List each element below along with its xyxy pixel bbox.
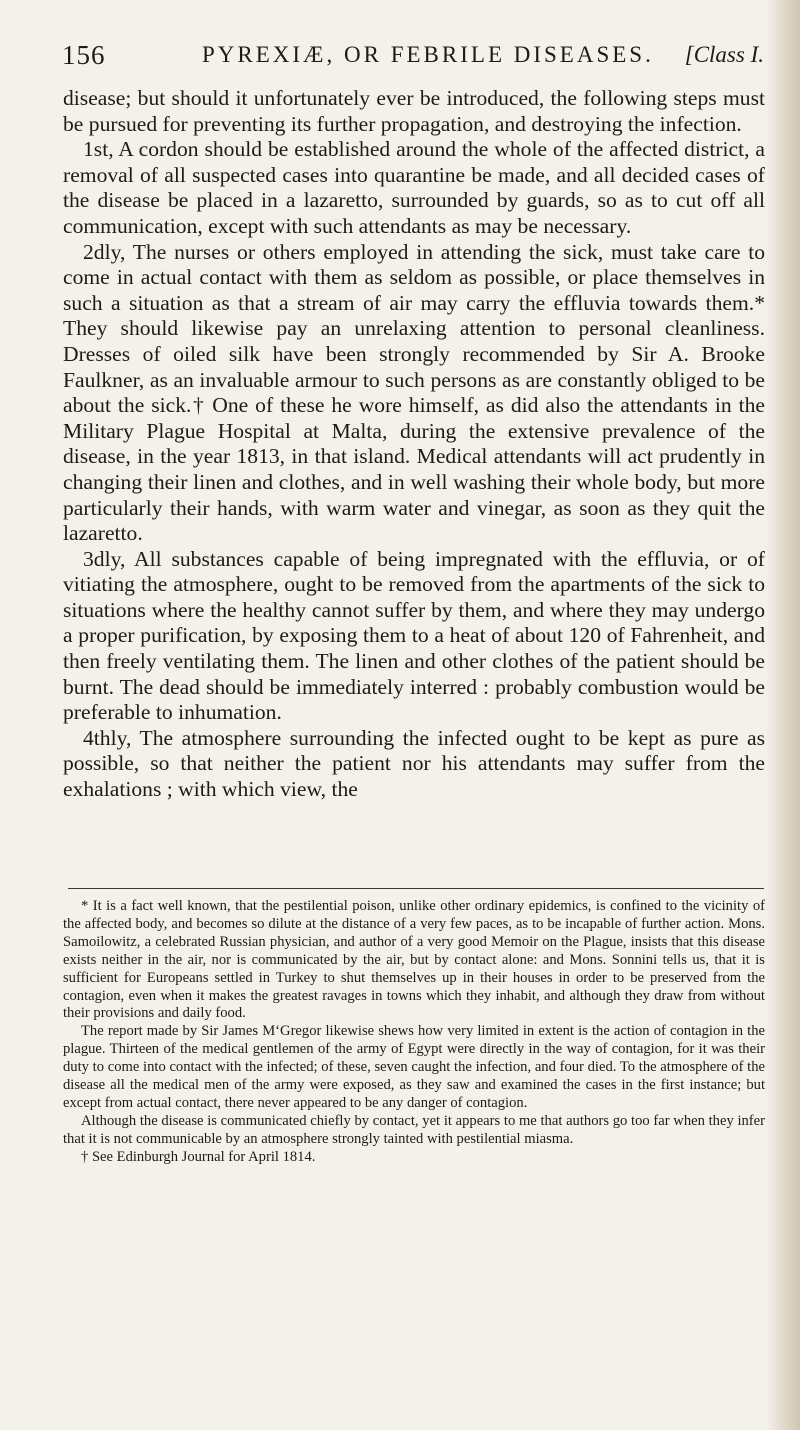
paragraph-first-step: 1st, A cordon should be established around the whole of the affected district, a removal of all suspected cases into quarantine be made, and all decided cases of the disease be placed in a lazaretto, surrounded by guards, so as to cut off all communication, except with such attendants as may be necessary.: [63, 137, 765, 238]
main-text: [63, 86, 765, 803]
running-title: PYREXIÆ, OR FEBRILE DISEASES.: [202, 42, 654, 67]
footnote-dagger: † See Edinburgh Journal for April 1814.: [81, 1148, 316, 1165]
paragraph-second-step: 2dly, The nurses or others employed in attending the sick, must take care to come in actual contact with them as seldom as possible, or place themselves in such a situation as that a stream of air may carry the effluvia towards them.* They should likewise pay an unrelaxing attention to personal cleanliness. Dresses of oiled silk have been strongly recommended by Sir A. Brooke Faulkner, as an invaluable armour to such persons as are constantly obliged to be about the sick.† One of these he wore himself, as did also the attendants in the Military Plague Hospital at Malta, during the extensive prevalence of the disease, in the year 1813, in that island. Medical attendants will act prudently in changing their linen and clothes, and in well washing their whole body, but more particularly their hands, with warm water and vinegar, as soon as they quit the lazaretto.: [63, 239, 765, 546]
paragraph-continuation: disease; but should it unfortunately ever be introduced, the following steps must be pursued for preventing its further propagation, and destroying the infection.: [63, 86, 765, 136]
paragraph-fourth-step: 4thly, The atmosphere surrounding the infected ought to be kept as pure as possible, so that neither the patient nor his attendants may suffer from the exhalations ; with which view, the: [63, 725, 765, 802]
page-number: 156: [62, 40, 106, 70]
paragraph-third-step: 3dly, All substances capable of being impregnated with the effluvia, or of vitiating the atmosphere, ought to be removed from the apartments of the sick to situations where the healthy cannot suffer by them, and where they may undergo a proper purification, by exposing them to a heat of about 120 of Fahrenheit, and then freely ventilating them. The linen and other clothes of the patient should be burnt. The dead should be immediately interred : probably combustion would be preferable to inhumation.: [63, 546, 765, 725]
class-label: [Class I.: [684, 42, 764, 67]
footnotes: [63, 898, 765, 1167]
footnote-rule: [68, 888, 764, 889]
footnote-continuation: Although the disease is communicated chiefly by contact, yet it appears to me that authors go too far when they infer that it is not communicable by an atmosphere strongly tainted with pestilential miasma.: [63, 1112, 765, 1147]
footnote-asterisk: * It is a fact well known, that the pestilential poison, unlike other ordinary epidemics, is confined to the vicinity of the affected body, and becomes so dilute at the distance of a very few paces, as to be incapable of further action. Mons. Samoilowitz, a celebrated Russian physician, and author of a very good Memoir on the Plague, insists that this disease exists neither in the air, nor is communicated by the air, but by contact alone: and Mons. Sonnini tells us, that it is sufficient for Europeans settled in Turkey to shut themselves up in their houses in order to be preserved from the contagion, even when it makes the greatest ravages in towns which they inhabit, and although they draw from without their provisions and daily food.: [63, 898, 765, 1022]
page-edge-shadow: [766, 0, 800, 1430]
running-header: [62, 40, 764, 80]
footnote-continuation: The report made by Sir James M‘Gregor likewise shews how very limited in extent is the action of contagion in the plague. Thirteen of the medical gentlemen of the army of Egypt were directly in the way of contagion, for it was their duty to come into contact with the infected; of these, seven caught the infection, and four died. To the atmosphere of the disease all the medical men of the army were exposed, as they saw and examined the cases in the first instance; but except from actual contact, there never appeared to be any danger of contagion.: [63, 1023, 765, 1111]
